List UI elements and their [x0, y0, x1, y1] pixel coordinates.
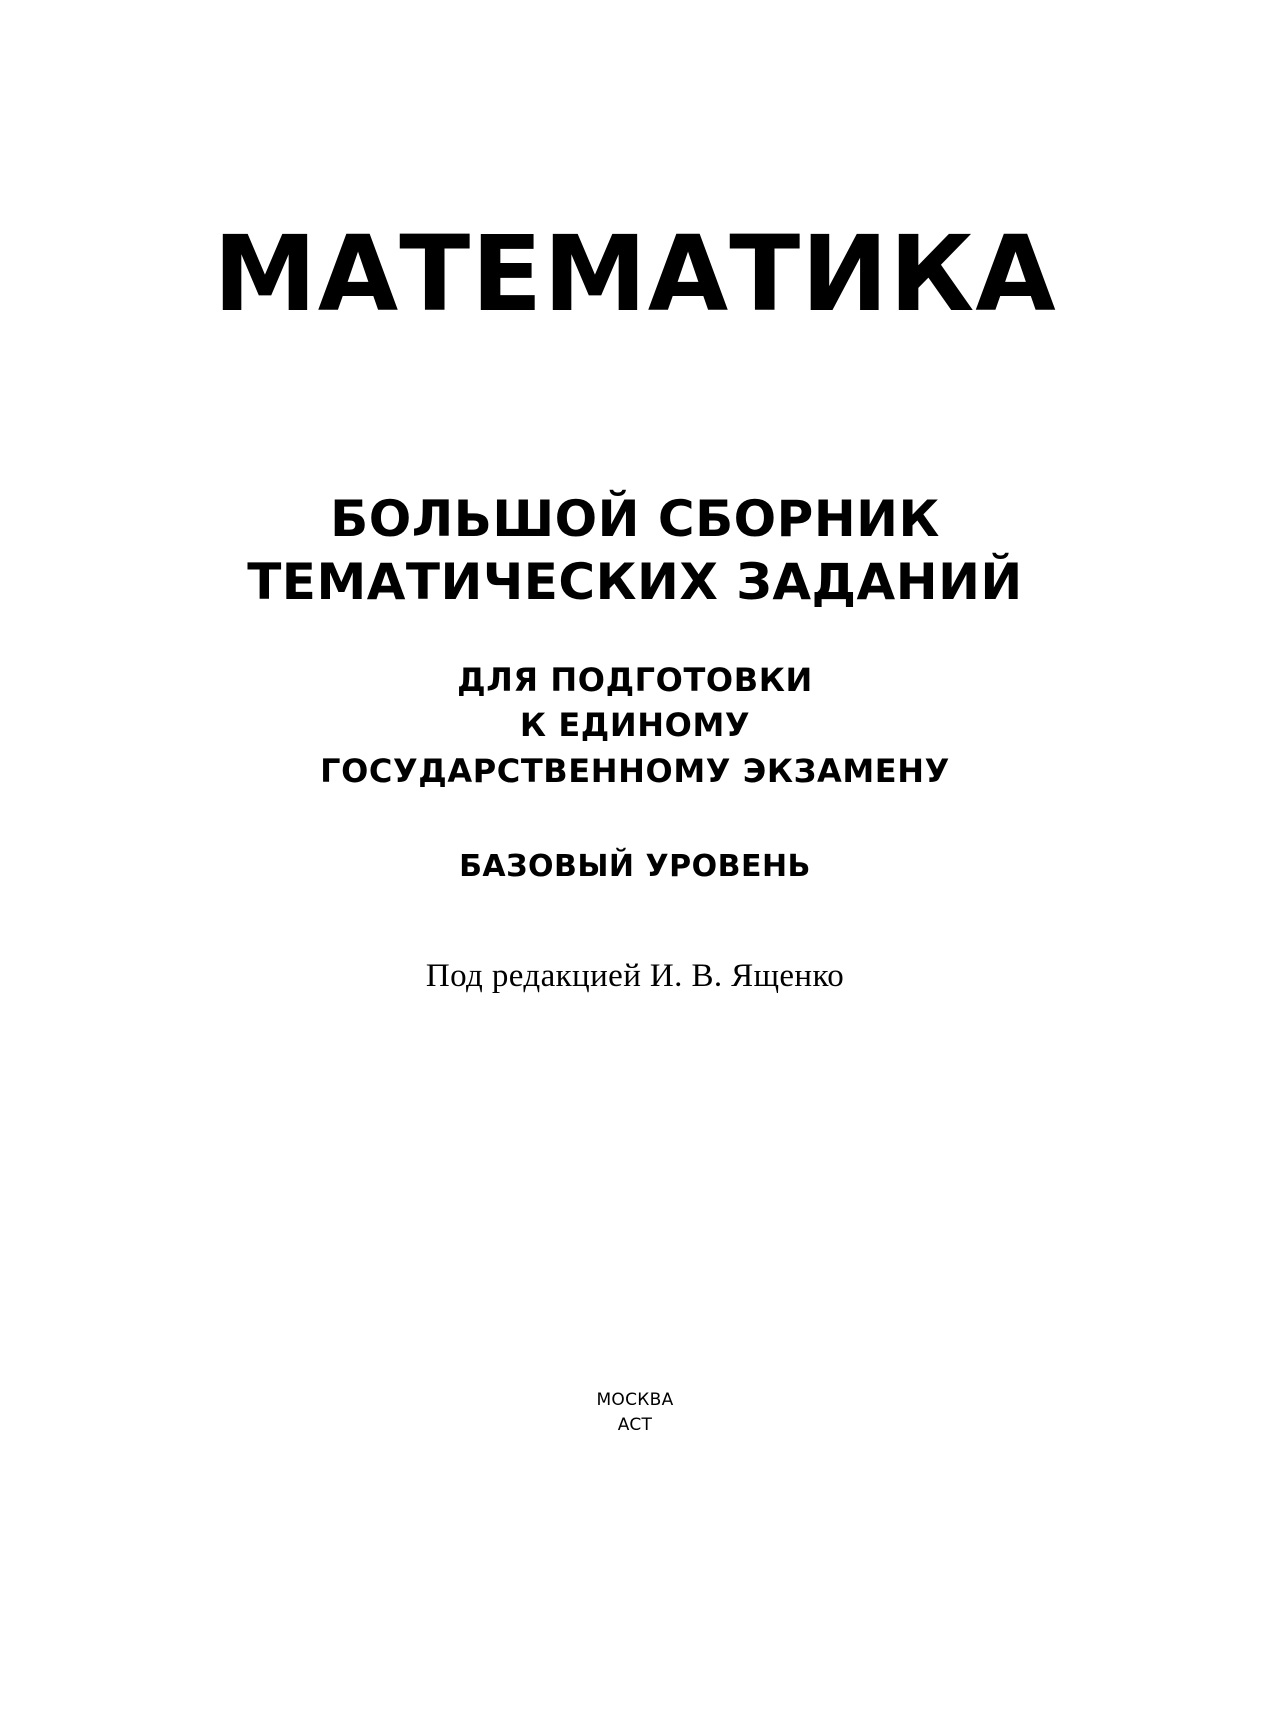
purpose-line-1: ДЛЯ ПОДГОТОВКИ	[457, 660, 813, 699]
page-title: МАТЕМАТИКА	[213, 213, 1057, 335]
imprint-city: МОСКВА	[596, 1390, 674, 1410]
subtitle-line-2: ТЕМАТИЧЕСКИХ ЗАДАНИЙ	[247, 552, 1023, 611]
subtitle-line-1: БОЛЬШОЙ СБОРНИК	[330, 489, 940, 548]
exam-level: БАЗОВЫЙ УРОВЕНЬ	[459, 848, 811, 884]
imprint-block	[0, 1388, 1270, 1437]
subtitle-block	[247, 488, 1023, 614]
imprint-publisher: ACT	[617, 1414, 653, 1435]
editor-credit: Под редакцией И. В. Ященко	[425, 957, 845, 994]
purpose-line-3: ГОСУДАРСТВЕННОМУ ЭКЗАМЕНУ	[320, 751, 950, 790]
purpose-block	[320, 658, 950, 794]
purpose-line-2: К ЕДИНОМУ	[519, 706, 751, 745]
